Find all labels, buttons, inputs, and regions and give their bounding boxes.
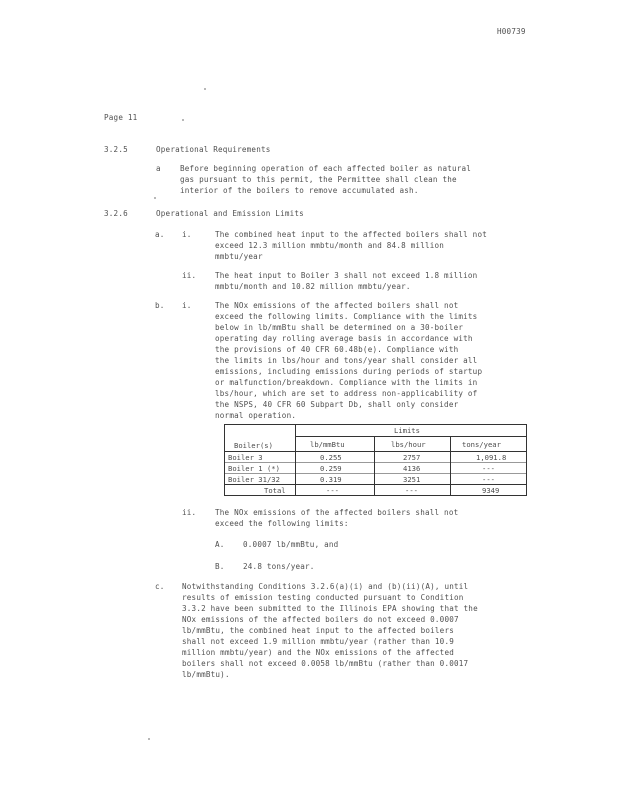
section-325-item-a-line-3: interior of the boilers to remove accumulated ash. bbox=[180, 186, 419, 195]
item-b-sub-i-line-5: the provisions of 40 CFR 60.48b(e). Compliance with bbox=[215, 345, 459, 354]
table-rule bbox=[224, 451, 526, 452]
table-cell: 1,091.8 bbox=[476, 453, 507, 462]
document-number: H00739 bbox=[497, 27, 526, 36]
section-325-heading: Operational Requirements bbox=[156, 145, 271, 154]
item-b-sub-i-line-8: or malfunction/breakdown. Compliance with the limits in bbox=[215, 378, 478, 387]
section-325-item-a-line-1: Before beginning operation of each affected boiler as natural bbox=[180, 164, 472, 173]
table-header-lb-mmbtu: lb/mmBtu bbox=[310, 440, 345, 449]
section-325-item-a-marker: a bbox=[156, 164, 161, 173]
item-b-sub-ii-line-2: exceed the following limits: bbox=[215, 519, 349, 528]
table-rule bbox=[450, 436, 451, 495]
item-a-sub-i-line-1: The combined heat input to the affected boilers shall not bbox=[215, 230, 487, 239]
item-a-sub-i-line-3: mmbtu/year bbox=[215, 252, 263, 261]
table-cell: Boiler 1 (*) bbox=[228, 464, 280, 473]
limit-b-text: 24.8 tons/year. bbox=[243, 562, 315, 571]
table-rule bbox=[374, 436, 375, 495]
scan-speck bbox=[182, 119, 184, 121]
item-a-sub-i-marker: i. bbox=[182, 230, 192, 239]
table-cell: --- bbox=[482, 475, 495, 484]
item-c-line-4: NOx emissions of the affected boilers do not exceed 0.0007 bbox=[182, 615, 459, 624]
table-cell: --- bbox=[482, 464, 495, 473]
page-label: Page 11 bbox=[104, 113, 138, 122]
table-cell: 4136 bbox=[403, 464, 421, 473]
item-b-sub-i-line-10: the NSPS, 40 CFR 60 Subpart Db, shall only consider bbox=[215, 400, 459, 409]
section-326-number: 3.2.6 bbox=[104, 209, 128, 218]
table-cell: 9349 bbox=[482, 486, 500, 495]
table-cell: 3251 bbox=[403, 475, 421, 484]
scan-speck bbox=[204, 88, 206, 90]
item-c-line-2: results of emission testing conducted pursuant to Condition bbox=[182, 593, 464, 602]
scan-speck bbox=[148, 738, 150, 740]
limit-a-text: 0.0007 lb/mmBtu, and bbox=[243, 540, 339, 549]
item-b-sub-i-line-3: below in lb/mmBtu shall be determined on a 30-boiler bbox=[215, 323, 464, 332]
table-rule bbox=[224, 473, 526, 474]
item-b-sub-i-line-6: the limits in lbs/hour and tons/year shall consider all bbox=[215, 356, 478, 365]
scan-speck bbox=[154, 197, 156, 199]
item-c-line-6: shall not exceed 1.9 million mmbtu/year (rather than 10.9 bbox=[182, 637, 454, 646]
item-a-sub-ii-line-1: The heat input to Boiler 3 shall not exceed 1.8 million bbox=[215, 271, 478, 280]
emission-limits-table bbox=[224, 424, 527, 496]
table-cell: 2757 bbox=[403, 453, 421, 462]
item-b-sub-i-line-7: emissions, including emissions during periods of startup bbox=[215, 367, 483, 376]
table-rule bbox=[295, 436, 526, 437]
item-b-sub-i-marker: i. bbox=[182, 301, 192, 310]
table-cell: --- bbox=[326, 486, 339, 495]
table-cell: Boiler 3 bbox=[228, 453, 263, 462]
item-c-marker: c. bbox=[155, 582, 165, 591]
item-c-line-7: million mmbtu/year) and the NOx emissions of the affected bbox=[182, 648, 454, 657]
item-a-marker: a. bbox=[155, 230, 165, 239]
section-325-number: 3.2.5 bbox=[104, 145, 128, 154]
table-rule bbox=[224, 462, 526, 463]
limit-a-marker: A. bbox=[215, 540, 225, 549]
limit-b-marker: B. bbox=[215, 562, 225, 571]
item-b-sub-ii-marker: ii. bbox=[182, 508, 197, 517]
table-cell: Total bbox=[264, 486, 286, 495]
item-b-sub-i-line-9: lbs/hour, which are set to address non-applicability of bbox=[215, 389, 478, 398]
table-header-boilers: Boiler(s) bbox=[234, 441, 273, 450]
table-cell: Boiler 31/32 bbox=[228, 475, 280, 484]
item-b-sub-ii-line-1: The NOx emissions of the affected boilers shall not bbox=[215, 508, 459, 517]
table-header-lbs-hour: lbs/hour bbox=[391, 440, 426, 449]
table-cell: 0.259 bbox=[320, 464, 342, 473]
item-a-sub-i-line-2: exceed 12.3 million mmbtu/month and 84.8 million bbox=[215, 241, 445, 250]
table-group-header: Limits bbox=[394, 426, 420, 435]
item-b-sub-i-line-11: normal operation. bbox=[215, 411, 297, 420]
item-c-line-8: boilers shall not exceed 0.0058 lb/mmBtu (rather than 0.0017 bbox=[182, 659, 469, 668]
table-cell: --- bbox=[405, 486, 418, 495]
item-b-sub-i-line-2: exceed the following limits. Compliance with the limits bbox=[215, 312, 478, 321]
table-header-tons-year: tons/year bbox=[462, 440, 501, 449]
item-c-line-9: lb/mmBtu). bbox=[182, 670, 230, 679]
section-326-heading: Operational and Emission Limits bbox=[156, 209, 304, 218]
item-c-line-5: lb/mmBtu, the combined heat input to the affected boilers bbox=[182, 626, 454, 635]
item-b-marker: b. bbox=[155, 301, 165, 310]
table-rule bbox=[224, 484, 526, 485]
table-cell: 0.255 bbox=[320, 453, 342, 462]
table-cell: 0.319 bbox=[320, 475, 342, 484]
item-b-sub-i-line-1: The NOx emissions of the affected boilers shall not bbox=[215, 301, 459, 310]
table-rule bbox=[295, 424, 296, 495]
item-c-line-1: Notwithstanding Conditions 3.2.6(a)(i) and (b)(ii)(A), until bbox=[182, 582, 469, 591]
item-a-sub-ii-line-2: mmbtu/month and 10.82 million mmbtu/year. bbox=[215, 282, 411, 291]
item-c-line-3: 3.3.2 have been submitted to the Illinois EPA showing that the bbox=[182, 604, 478, 613]
item-b-sub-i-line-4: operating day rolling average basis in accordance with bbox=[215, 334, 473, 343]
section-325-item-a-line-2: gas pursuant to this permit, the Permittee shall clean the bbox=[180, 175, 457, 184]
item-a-sub-ii-marker: ii. bbox=[182, 271, 197, 280]
